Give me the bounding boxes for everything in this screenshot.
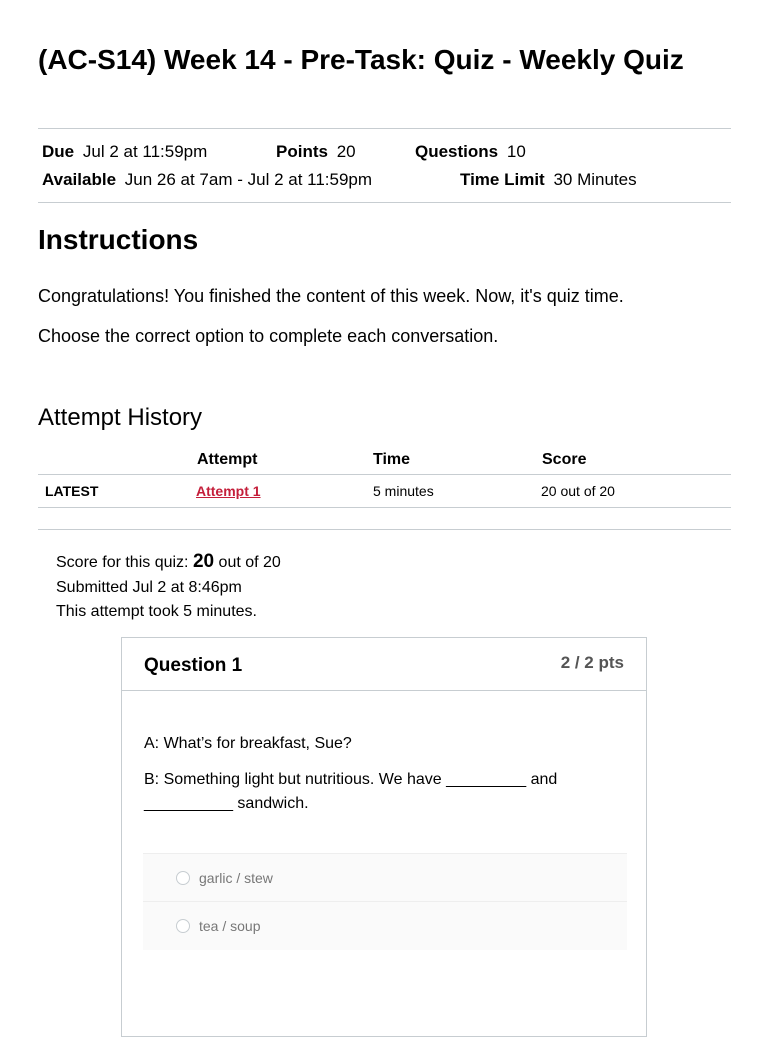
column-header-attempt: Attempt	[197, 451, 258, 468]
column-header-time: Time	[373, 451, 411, 468]
questions-info	[415, 142, 526, 162]
quiz-score	[56, 551, 281, 573]
question-header	[122, 638, 646, 691]
answer-option[interactable]	[143, 901, 627, 950]
attempt-time: 5 minutes	[373, 483, 434, 499]
latest-badge: LATEST	[45, 483, 99, 499]
question-title: Question 1	[144, 655, 243, 676]
radio-button[interactable]	[176, 919, 190, 933]
question-line-b-cont: __________ sandwich.	[144, 795, 309, 812]
due-info	[42, 142, 207, 162]
time-limit-value: 30 Minutes	[553, 170, 637, 189]
due-value: Jul 2 at 11:59pm	[82, 142, 208, 161]
radio-button[interactable]	[176, 871, 190, 885]
points-info	[276, 142, 356, 162]
answer-option-label: garlic / stew	[199, 870, 273, 886]
attempt-score: 20 out of 20	[541, 483, 615, 499]
submitted-time: Submitted Jul 2 at 8:46pm	[56, 579, 242, 596]
divider	[38, 128, 731, 129]
instructions-heading: Instructions	[38, 224, 199, 255]
instructions-paragraph: Congratulations! You finished the content of this week. Now, it's quiz time.	[38, 286, 624, 306]
time-limit-info	[460, 170, 637, 190]
table-header-divider	[38, 474, 731, 475]
column-header-score: Score	[542, 451, 587, 468]
answer-option[interactable]	[143, 853, 627, 902]
question-card	[121, 637, 647, 1037]
points-value: 20	[336, 142, 356, 161]
table-row-divider	[38, 507, 731, 508]
available-value: Jun 26 at 7am - Jul 2 at 11:59pm	[124, 170, 373, 189]
question-line-b: B: Something light but nutritious. We have _________ and	[144, 771, 558, 788]
score-suffix: out of 20	[214, 554, 281, 571]
instructions-paragraph: Choose the correct option to complete each conversation.	[38, 326, 499, 346]
available-info	[42, 170, 372, 190]
question-points: 2 / 2 pts	[560, 653, 624, 672]
answer-option-label: tea / soup	[199, 918, 261, 934]
divider	[38, 202, 731, 203]
page-title: (AC-S14) Week 14 - Pre-Task: Quiz - Weekly Quiz	[38, 44, 684, 75]
attempt-link[interactable]: Attempt 1	[196, 483, 261, 499]
question-line-a: A: What’s for breakfast, Sue?	[144, 735, 352, 752]
attempt-duration: This attempt took 5 minutes.	[56, 603, 257, 620]
points-label: Points	[276, 142, 328, 161]
score-value: 20	[192, 551, 215, 572]
questions-value: 10	[506, 142, 526, 161]
score-prefix: Score for this quiz:	[56, 554, 193, 571]
divider	[38, 529, 731, 530]
attempt-history-heading: Attempt History	[38, 404, 203, 431]
available-label: Available	[42, 170, 117, 189]
questions-label: Questions	[415, 142, 499, 161]
time-limit-label: Time Limit	[460, 170, 545, 189]
due-label: Due	[42, 142, 75, 161]
